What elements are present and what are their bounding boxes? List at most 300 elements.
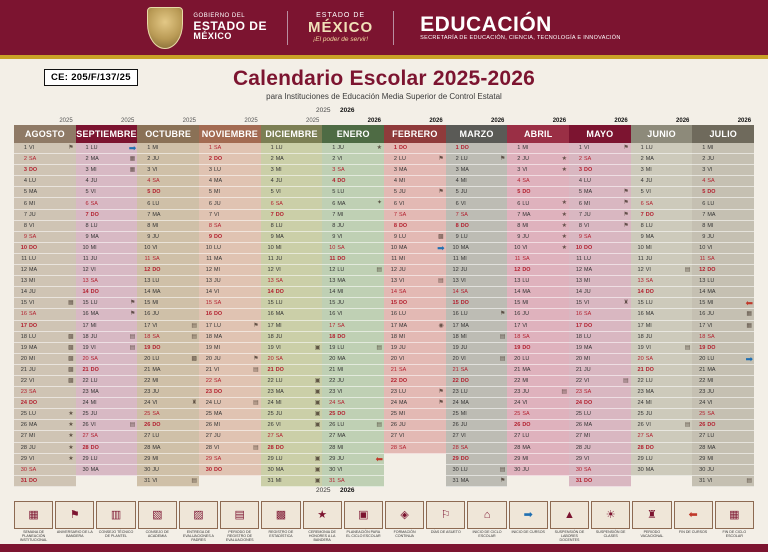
day-cell[interactable] — [261, 332, 323, 343]
day-cell[interactable] — [569, 232, 631, 243]
day-cell[interactable] — [507, 276, 569, 287]
month-header-abril[interactable]: ABRIL — [507, 125, 569, 143]
day-cell[interactable] — [261, 321, 323, 332]
day-cell[interactable] — [692, 354, 754, 365]
day-cell[interactable] — [137, 343, 199, 354]
day-cell[interactable] — [446, 298, 508, 309]
day-cell[interactable] — [569, 431, 631, 442]
day-cell[interactable] — [76, 309, 138, 320]
day-cell[interactable] — [137, 198, 199, 209]
day-cell[interactable] — [569, 309, 631, 320]
day-cell[interactable] — [14, 210, 76, 221]
day-cell[interactable] — [692, 210, 754, 221]
day-cell[interactable] — [692, 431, 754, 442]
day-cell[interactable] — [261, 243, 323, 254]
day-cell[interactable] — [569, 287, 631, 298]
day-cell[interactable] — [507, 298, 569, 309]
month-header-noviembre[interactable]: NOVIEMBRE — [199, 125, 261, 143]
day-cell[interactable] — [631, 221, 693, 232]
day-cell[interactable] — [384, 409, 446, 420]
day-cell[interactable] — [446, 165, 508, 176]
month-header-octubre[interactable]: OCTUBRE — [137, 125, 199, 143]
month-header-julio[interactable]: JULIO — [692, 125, 754, 143]
day-cell[interactable] — [76, 143, 138, 154]
day-cell[interactable] — [569, 143, 631, 154]
day-cell[interactable] — [631, 298, 693, 309]
day-cell[interactable] — [137, 265, 199, 276]
day-cell[interactable] — [631, 187, 693, 198]
day-cell[interactable] — [446, 254, 508, 265]
day-cell[interactable] — [76, 376, 138, 387]
day-cell[interactable] — [446, 431, 508, 442]
day-cell[interactable] — [507, 210, 569, 221]
day-cell[interactable] — [76, 443, 138, 454]
day-cell[interactable] — [199, 387, 261, 398]
day-cell[interactable] — [569, 398, 631, 409]
day-cell[interactable] — [384, 154, 446, 165]
day-cell[interactable] — [569, 343, 631, 354]
legend-item[interactable] — [138, 501, 177, 542]
day-cell[interactable] — [384, 443, 446, 454]
day-cell[interactable] — [631, 321, 693, 332]
day-cell[interactable] — [261, 187, 323, 198]
day-cell[interactable] — [446, 154, 508, 165]
day-cell[interactable] — [137, 154, 199, 165]
day-cell[interactable] — [446, 321, 508, 332]
day-cell[interactable] — [631, 154, 693, 165]
day-cell[interactable] — [384, 431, 446, 442]
day-cell[interactable] — [692, 420, 754, 431]
day-cell[interactable] — [199, 198, 261, 209]
day-cell[interactable] — [692, 254, 754, 265]
day-cell[interactable] — [261, 343, 323, 354]
day-cell[interactable] — [384, 354, 446, 365]
legend-item[interactable] — [179, 501, 218, 542]
day-cell[interactable] — [384, 420, 446, 431]
day-cell[interactable] — [14, 387, 76, 398]
day-cell[interactable] — [322, 254, 384, 265]
day-cell[interactable] — [384, 232, 446, 243]
day-cell[interactable] — [692, 365, 754, 376]
day-cell[interactable] — [137, 431, 199, 442]
day-cell[interactable] — [261, 409, 323, 420]
day-cell[interactable] — [199, 165, 261, 176]
day-cell[interactable] — [261, 254, 323, 265]
legend-item[interactable] — [55, 501, 94, 542]
day-cell[interactable] — [446, 476, 508, 487]
day-cell[interactable] — [137, 210, 199, 221]
month-header-marzo[interactable]: MARZO — [446, 125, 508, 143]
day-cell[interactable] — [137, 187, 199, 198]
day-cell[interactable] — [14, 354, 76, 365]
day-cell[interactable] — [261, 354, 323, 365]
day-cell[interactable] — [261, 298, 323, 309]
day-cell[interactable] — [692, 409, 754, 420]
day-cell[interactable] — [322, 431, 384, 442]
day-cell[interactable] — [507, 221, 569, 232]
day-cell[interactable] — [507, 254, 569, 265]
day-cell[interactable] — [199, 354, 261, 365]
day-cell[interactable] — [569, 187, 631, 198]
day-cell[interactable] — [76, 431, 138, 442]
day-cell[interactable] — [199, 376, 261, 387]
day-cell[interactable] — [322, 376, 384, 387]
day-cell[interactable] — [692, 376, 754, 387]
day-cell[interactable] — [446, 287, 508, 298]
day-cell[interactable] — [199, 176, 261, 187]
day-cell[interactable] — [199, 454, 261, 465]
day-cell[interactable] — [199, 210, 261, 221]
day-cell[interactable] — [446, 454, 508, 465]
legend-item[interactable] — [509, 501, 548, 542]
day-cell[interactable] — [322, 476, 384, 487]
legend-item[interactable] — [715, 501, 754, 542]
day-cell[interactable] — [446, 376, 508, 387]
day-cell[interactable] — [384, 298, 446, 309]
day-cell[interactable] — [384, 398, 446, 409]
day-cell[interactable] — [507, 387, 569, 398]
day-cell[interactable] — [692, 232, 754, 243]
day-cell[interactable] — [569, 420, 631, 431]
day-cell[interactable] — [261, 176, 323, 187]
day-cell[interactable] — [261, 221, 323, 232]
day-cell[interactable] — [569, 321, 631, 332]
day-cell[interactable] — [507, 287, 569, 298]
day-cell[interactable] — [692, 298, 754, 309]
day-cell[interactable] — [14, 265, 76, 276]
day-cell[interactable] — [322, 243, 384, 254]
day-cell[interactable] — [137, 409, 199, 420]
day-cell[interactable] — [14, 321, 76, 332]
day-cell[interactable] — [137, 298, 199, 309]
day-cell[interactable] — [692, 176, 754, 187]
day-cell[interactable] — [446, 398, 508, 409]
day-cell[interactable] — [446, 365, 508, 376]
day-cell[interactable] — [446, 465, 508, 476]
day-cell[interactable] — [446, 187, 508, 198]
day-cell[interactable] — [261, 398, 323, 409]
day-cell[interactable] — [507, 165, 569, 176]
day-cell[interactable] — [322, 343, 384, 354]
day-cell[interactable] — [507, 454, 569, 465]
day-cell[interactable] — [446, 409, 508, 420]
day-cell[interactable] — [569, 454, 631, 465]
day-cell[interactable] — [199, 298, 261, 309]
day-cell[interactable] — [322, 387, 384, 398]
month-header-enero[interactable]: ENERO — [322, 125, 384, 143]
day-cell[interactable] — [322, 287, 384, 298]
day-cell[interactable] — [631, 431, 693, 442]
day-cell[interactable] — [14, 243, 76, 254]
day-cell[interactable] — [261, 465, 323, 476]
day-cell[interactable] — [507, 309, 569, 320]
legend-item[interactable] — [261, 501, 300, 542]
day-cell[interactable] — [631, 354, 693, 365]
day-cell[interactable] — [199, 287, 261, 298]
month-header-mayo[interactable]: MAYO — [569, 125, 631, 143]
day-cell[interactable] — [692, 443, 754, 454]
day-cell[interactable] — [261, 210, 323, 221]
day-cell[interactable] — [631, 143, 693, 154]
day-cell[interactable] — [199, 187, 261, 198]
day-cell[interactable] — [322, 265, 384, 276]
day-cell[interactable] — [507, 420, 569, 431]
day-cell[interactable] — [446, 443, 508, 454]
day-cell[interactable] — [14, 298, 76, 309]
day-cell[interactable] — [446, 143, 508, 154]
day-cell[interactable] — [446, 343, 508, 354]
day-cell[interactable] — [384, 365, 446, 376]
day-cell[interactable] — [76, 265, 138, 276]
day-cell[interactable] — [631, 165, 693, 176]
day-cell[interactable] — [507, 354, 569, 365]
day-cell[interactable] — [14, 365, 76, 376]
day-cell[interactable] — [446, 387, 508, 398]
day-cell[interactable] — [137, 276, 199, 287]
day-cell[interactable] — [199, 420, 261, 431]
day-cell[interactable] — [76, 243, 138, 254]
day-cell[interactable] — [692, 154, 754, 165]
legend-item[interactable] — [674, 501, 713, 542]
month-header-junio[interactable]: JUNIO — [631, 125, 693, 143]
day-cell[interactable] — [507, 321, 569, 332]
day-cell[interactable] — [137, 387, 199, 398]
day-cell[interactable] — [569, 276, 631, 287]
day-cell[interactable] — [569, 465, 631, 476]
day-cell[interactable] — [261, 154, 323, 165]
day-cell[interactable] — [446, 232, 508, 243]
day-cell[interactable] — [631, 365, 693, 376]
day-cell[interactable] — [631, 465, 693, 476]
day-cell[interactable] — [322, 143, 384, 154]
day-cell[interactable] — [261, 443, 323, 454]
day-cell[interactable] — [631, 332, 693, 343]
day-cell[interactable] — [631, 210, 693, 221]
day-cell[interactable] — [14, 398, 76, 409]
day-cell[interactable] — [199, 254, 261, 265]
day-cell[interactable] — [137, 321, 199, 332]
day-cell[interactable] — [322, 210, 384, 221]
day-cell[interactable] — [692, 187, 754, 198]
day-cell[interactable] — [569, 165, 631, 176]
day-cell[interactable] — [137, 254, 199, 265]
day-cell[interactable] — [507, 143, 569, 154]
day-cell[interactable] — [692, 321, 754, 332]
day-cell[interactable] — [76, 176, 138, 187]
day-cell[interactable] — [507, 187, 569, 198]
day-cell[interactable] — [507, 443, 569, 454]
day-cell[interactable] — [631, 420, 693, 431]
day-cell[interactable] — [507, 409, 569, 420]
day-cell[interactable] — [76, 187, 138, 198]
day-cell[interactable] — [322, 354, 384, 365]
day-cell[interactable] — [631, 309, 693, 320]
day-cell[interactable] — [261, 287, 323, 298]
day-cell[interactable] — [384, 254, 446, 265]
legend-item[interactable] — [632, 501, 671, 542]
day-cell[interactable] — [322, 465, 384, 476]
day-cell[interactable] — [76, 354, 138, 365]
day-cell[interactable] — [137, 398, 199, 409]
day-cell[interactable] — [384, 376, 446, 387]
day-cell[interactable] — [631, 276, 693, 287]
day-cell[interactable] — [14, 431, 76, 442]
day-cell[interactable] — [137, 454, 199, 465]
day-cell[interactable] — [76, 298, 138, 309]
day-cell[interactable] — [14, 309, 76, 320]
day-cell[interactable] — [14, 376, 76, 387]
legend-item[interactable] — [550, 501, 589, 542]
day-cell[interactable] — [14, 165, 76, 176]
day-cell[interactable] — [569, 376, 631, 387]
day-cell[interactable] — [507, 243, 569, 254]
day-cell[interactable] — [14, 221, 76, 232]
day-cell[interactable] — [76, 454, 138, 465]
day-cell[interactable] — [261, 165, 323, 176]
day-cell[interactable] — [631, 254, 693, 265]
day-cell[interactable] — [261, 143, 323, 154]
legend-item[interactable] — [14, 501, 53, 542]
day-cell[interactable] — [76, 232, 138, 243]
day-cell[interactable] — [569, 409, 631, 420]
day-cell[interactable] — [631, 243, 693, 254]
day-cell[interactable] — [507, 154, 569, 165]
day-cell[interactable] — [322, 409, 384, 420]
month-header-febrero[interactable]: FEBRERO — [384, 125, 446, 143]
day-cell[interactable] — [384, 198, 446, 209]
day-cell[interactable] — [322, 221, 384, 232]
day-cell[interactable] — [692, 221, 754, 232]
day-cell[interactable] — [384, 221, 446, 232]
day-cell[interactable] — [507, 332, 569, 343]
day-cell[interactable] — [261, 232, 323, 243]
day-cell[interactable] — [76, 165, 138, 176]
day-cell[interactable] — [14, 420, 76, 431]
day-cell[interactable] — [384, 387, 446, 398]
day-cell[interactable] — [199, 409, 261, 420]
day-cell[interactable] — [384, 321, 446, 332]
day-cell[interactable] — [692, 165, 754, 176]
day-cell[interactable] — [261, 309, 323, 320]
day-cell[interactable] — [384, 165, 446, 176]
day-cell[interactable] — [384, 187, 446, 198]
day-cell[interactable] — [569, 210, 631, 221]
day-cell[interactable] — [322, 365, 384, 376]
day-cell[interactable] — [199, 243, 261, 254]
day-cell[interactable] — [199, 276, 261, 287]
day-cell[interactable] — [322, 398, 384, 409]
day-cell[interactable] — [446, 332, 508, 343]
day-cell[interactable] — [507, 232, 569, 243]
day-cell[interactable] — [569, 176, 631, 187]
day-cell[interactable] — [14, 187, 76, 198]
day-cell[interactable] — [322, 187, 384, 198]
day-cell[interactable] — [76, 198, 138, 209]
day-cell[interactable] — [446, 276, 508, 287]
day-cell[interactable] — [322, 165, 384, 176]
day-cell[interactable] — [137, 332, 199, 343]
day-cell[interactable] — [137, 443, 199, 454]
day-cell[interactable] — [569, 198, 631, 209]
day-cell[interactable] — [76, 409, 138, 420]
day-cell[interactable] — [137, 232, 199, 243]
day-cell[interactable] — [261, 198, 323, 209]
day-cell[interactable] — [322, 420, 384, 431]
day-cell[interactable] — [76, 343, 138, 354]
day-cell[interactable] — [631, 409, 693, 420]
legend-item[interactable] — [385, 501, 424, 542]
day-cell[interactable] — [631, 198, 693, 209]
day-cell[interactable] — [692, 387, 754, 398]
day-cell[interactable] — [446, 210, 508, 221]
day-cell[interactable] — [322, 154, 384, 165]
day-cell[interactable] — [137, 465, 199, 476]
day-cell[interactable] — [507, 176, 569, 187]
day-cell[interactable] — [569, 221, 631, 232]
day-cell[interactable] — [14, 465, 76, 476]
day-cell[interactable] — [569, 365, 631, 376]
day-cell[interactable] — [322, 309, 384, 320]
day-cell[interactable] — [384, 143, 446, 154]
legend-item[interactable] — [467, 501, 506, 542]
day-cell[interactable] — [14, 198, 76, 209]
day-cell[interactable] — [569, 332, 631, 343]
day-cell[interactable] — [692, 343, 754, 354]
day-cell[interactable] — [137, 354, 199, 365]
day-cell[interactable] — [692, 287, 754, 298]
day-cell[interactable] — [507, 343, 569, 354]
day-cell[interactable] — [199, 321, 261, 332]
day-cell[interactable] — [322, 176, 384, 187]
month-header-agosto[interactable]: AGOSTO — [14, 125, 76, 143]
day-cell[interactable] — [384, 276, 446, 287]
day-cell[interactable] — [14, 154, 76, 165]
day-cell[interactable] — [322, 321, 384, 332]
day-cell[interactable] — [507, 465, 569, 476]
day-cell[interactable] — [14, 476, 76, 487]
day-cell[interactable] — [76, 154, 138, 165]
day-cell[interactable] — [384, 176, 446, 187]
legend-item[interactable] — [591, 501, 630, 542]
day-cell[interactable] — [507, 398, 569, 409]
day-cell[interactable] — [384, 243, 446, 254]
day-cell[interactable] — [261, 376, 323, 387]
day-cell[interactable] — [631, 232, 693, 243]
day-cell[interactable] — [384, 343, 446, 354]
day-cell[interactable] — [692, 243, 754, 254]
day-cell[interactable] — [631, 454, 693, 465]
day-cell[interactable] — [384, 287, 446, 298]
legend-item[interactable] — [303, 501, 342, 542]
day-cell[interactable] — [384, 210, 446, 221]
day-cell[interactable] — [76, 287, 138, 298]
day-cell[interactable] — [199, 343, 261, 354]
day-cell[interactable] — [76, 332, 138, 343]
day-cell[interactable] — [446, 176, 508, 187]
day-cell[interactable] — [631, 176, 693, 187]
day-cell[interactable] — [76, 210, 138, 221]
month-header-septiembre[interactable]: SEPTIEMBRE — [76, 125, 138, 143]
day-cell[interactable] — [631, 387, 693, 398]
month-header-diciembre[interactable]: DICIEMBRE — [261, 125, 323, 143]
day-cell[interactable] — [631, 265, 693, 276]
day-cell[interactable] — [384, 309, 446, 320]
day-cell[interactable] — [507, 376, 569, 387]
day-cell[interactable] — [137, 309, 199, 320]
day-cell[interactable] — [137, 420, 199, 431]
legend-item[interactable] — [426, 501, 465, 542]
day-cell[interactable] — [14, 343, 76, 354]
